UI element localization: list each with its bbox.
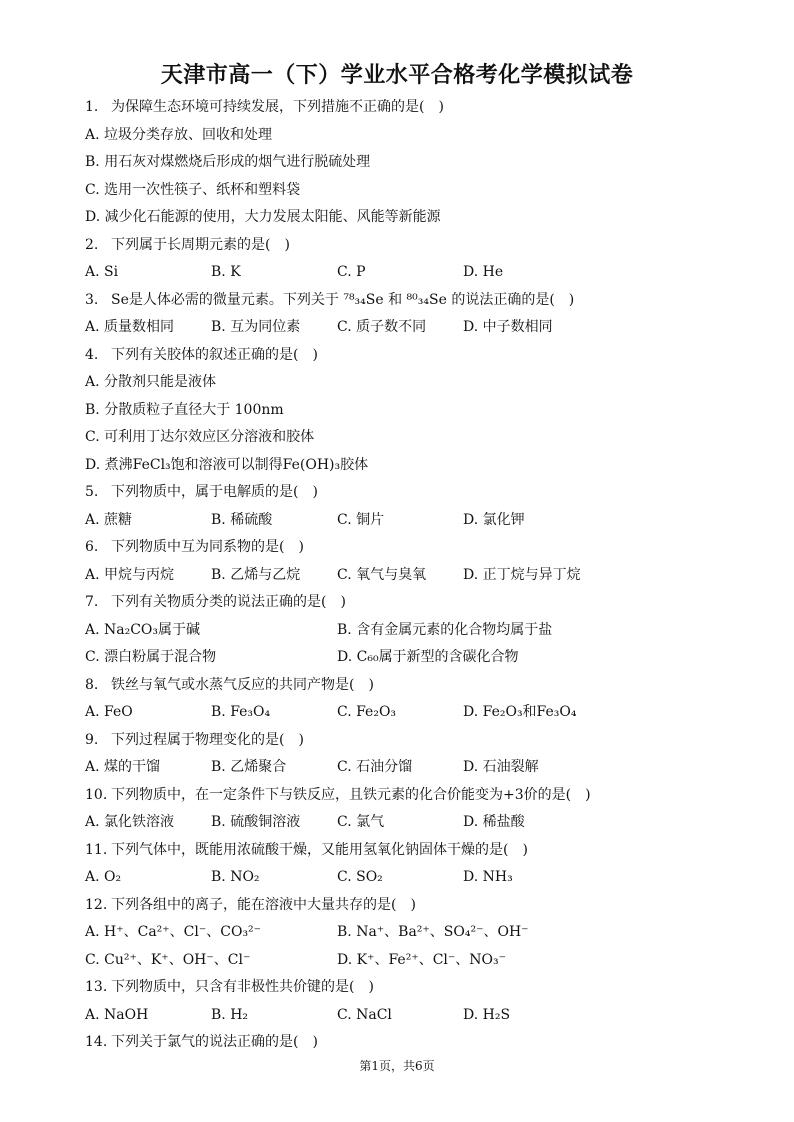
answer-option: D. 减少化石能源的使用，大力发展太阳能、风能等新能源: [85, 209, 441, 225]
option-line: [85, 180, 745, 208]
answer-option: A. FeO: [85, 704, 133, 720]
answer-option: C. 氯气: [337, 814, 385, 830]
answer-option: B. 分散质粒子直径大于 100nm: [85, 401, 284, 418]
answer-option: A. H⁺、Ca²⁺、Cl⁻、CO₃²⁻: [85, 924, 262, 940]
page-footer: 第1页，共6页: [359, 1059, 435, 1073]
answer-option: A. Na₂CO₃属于碱: [85, 621, 201, 638]
option-line: [85, 372, 745, 400]
question-text: 铁丝与氧气或水蒸气反应的共同产物是( ): [111, 676, 374, 693]
answer-option: C. Fe₂O₃: [337, 704, 397, 720]
answer-option: D. NH₃: [463, 869, 513, 885]
answer-option: A. 煤的干馏: [85, 759, 161, 775]
option-line: [85, 427, 745, 455]
question-stem: [85, 482, 745, 510]
answer-option: A. 蔗糖: [85, 511, 133, 528]
answer-option: D. H₂S: [463, 1006, 511, 1023]
question-stem: [85, 977, 745, 1005]
answer-option: B. H₂: [211, 1006, 249, 1023]
answer-option: D. He: [463, 264, 504, 280]
answer-option: B. 乙烯与乙烷: [211, 566, 301, 583]
answer-option: B. 互为同位素: [211, 319, 301, 335]
answer-option: C. P: [337, 264, 366, 280]
question-number: 9.: [85, 731, 99, 748]
option-line: [85, 125, 745, 153]
answer-option: D. Fe₂O₃和Fe₃O₄: [463, 704, 577, 720]
question-number: 8.: [85, 676, 99, 693]
answer-option: B. 稀硫酸: [211, 511, 273, 528]
answer-option: C. 可利用丁达尔效应区分溶液和胶体: [85, 429, 315, 445]
answer-option: C. Cu²⁺、K⁺、OH⁻、Cl⁻: [85, 951, 251, 968]
answer-option: B. NO₂: [211, 869, 260, 885]
question-stem: [85, 97, 745, 125]
question-number: 13.: [85, 979, 108, 995]
option-line: [85, 1005, 745, 1033]
question-number: 1.: [85, 99, 99, 115]
answer-option: D. 中子数相同: [463, 319, 553, 335]
option-line: [85, 565, 745, 593]
answer-option: C. NaCl: [337, 1006, 392, 1023]
question-text: 下列有关胶体的叙述正确的是( ): [111, 346, 318, 363]
question-number: 11.: [85, 841, 108, 858]
answer-option: A. 甲烷与丙烷: [85, 566, 175, 583]
answer-option: A. Si: [85, 264, 119, 280]
question-stem: [85, 840, 745, 868]
question-text: 下列各组中的离子，能在溶液中大量共存的是( ): [111, 896, 416, 913]
question-number: 5.: [85, 484, 99, 500]
option-line: [85, 317, 745, 345]
answer-option: D. 石油裂解: [463, 759, 539, 775]
option-line: [85, 867, 745, 895]
answer-option: B. K: [211, 264, 241, 280]
answer-option: C. 铜片: [337, 511, 385, 528]
option-line: [85, 400, 745, 428]
question-number: 3.: [85, 291, 99, 308]
exam-title: 天津市高一（下）学业水平合格考化学模拟试卷: [160, 62, 634, 88]
question-stem: [85, 592, 745, 620]
answer-option: B. 乙烯聚合: [211, 759, 287, 775]
question-text: 下列物质中互为同系物的是( ): [111, 539, 304, 555]
question-text: 下列过程属于物理变化的是( ): [111, 731, 304, 748]
answer-option: C. 氧气与臭氧: [337, 566, 427, 583]
question-stem: [85, 675, 745, 703]
answer-option: A. 氯化铁溶液: [85, 814, 175, 830]
answer-option: D. 稀盐酸: [463, 814, 525, 830]
answer-option: C. 质子数不同: [337, 319, 427, 335]
question-stem: [85, 345, 745, 373]
question-text: 下列物质中，在一定条件下与铁反应，且铁元素的化合价能变为+3价的是( ): [111, 786, 591, 803]
answer-option: D. K⁺、Fe²⁺、Cl⁻、NO₃⁻: [337, 951, 507, 968]
question-stem: [85, 730, 745, 758]
option-line: [85, 702, 745, 730]
question-text: 下列有关物质分类的说法正确的是( ): [111, 594, 346, 610]
option-line: [85, 812, 745, 840]
option-line: [85, 950, 745, 978]
answer-option: A. 垃圾分类存放、回收和处理: [85, 126, 273, 143]
question-text: 下列物质中，只含有非极性共价键的是( ): [111, 979, 374, 995]
answer-option: B. 硫酸铜溶液: [211, 814, 301, 830]
question-number: 14.: [85, 1034, 108, 1050]
answer-option: A. NaOH: [85, 1006, 149, 1023]
question-stem: [85, 785, 745, 813]
answer-option: D. 氯化钾: [463, 511, 525, 528]
question-text: 下列物质中，属于电解质的是( ): [111, 484, 318, 500]
question-stem: [85, 537, 745, 565]
answer-option: B. Na⁺、Ba²⁺、SO₄²⁻、OH⁻: [337, 924, 529, 940]
answer-option: C. 漂白粉属于混合物: [85, 649, 217, 665]
question-stem: [85, 895, 745, 923]
option-line: [85, 620, 745, 648]
question-text: 为保障生态环境可持续发展，下列措施不正确的是( ): [111, 99, 444, 115]
question-text: 下列关于氯气的说法正确的是( ): [111, 1034, 318, 1050]
option-line: [85, 262, 745, 290]
answer-option: B. 含有金属元素的化合物均属于盐: [337, 621, 553, 638]
question-number: 4.: [85, 346, 99, 363]
option-line: [85, 510, 745, 538]
answer-option: D. C₆₀属于新型的含碳化合物: [337, 649, 519, 665]
question-list: [85, 97, 745, 1060]
question-number: 7.: [85, 594, 99, 610]
answer-option: A. 质量数相同: [85, 319, 175, 335]
option-line: [85, 455, 745, 483]
question-number: 6.: [85, 539, 99, 555]
question-stem: [85, 290, 745, 318]
answer-option: D. 正丁烷与异丁烷: [463, 566, 581, 583]
option-line: [85, 922, 745, 950]
answer-option: A. 分散剂只能是液体: [85, 374, 217, 390]
question-text: Se是人体必需的微量元素。下列关于 ⁷⁸₃₄Se 和 ⁸⁰₃₄Se 的说法正确的是( ): [111, 291, 575, 308]
question-number: 2.: [85, 236, 99, 253]
option-line: [85, 647, 745, 675]
question-stem: [85, 235, 745, 263]
question-text: 下列属于长周期元素的是( ): [111, 236, 290, 253]
option-line: [85, 152, 745, 180]
answer-option: C. 石油分馏: [337, 759, 413, 775]
answer-option: C. 选用一次性筷子、纸杯和塑料袋: [85, 181, 301, 198]
answer-option: B. Fe₃O₄: [211, 704, 271, 720]
question-stem: [85, 1032, 745, 1060]
option-line: [85, 757, 745, 785]
question-number: 12.: [85, 896, 108, 913]
question-text: 下列气体中，既能用浓硫酸干燥，又能用氢氧化钠固体干燥的是( ): [111, 841, 528, 858]
question-number: 10.: [85, 786, 108, 803]
answer-option: B. 用石灰对煤燃烧后形成的烟气进行脱硫处理: [85, 154, 371, 170]
answer-option: D. 煮沸FeCl₃饱和溶液可以制得Fe(OH)₃胶体: [85, 456, 369, 473]
answer-option: C. SO₂: [337, 869, 383, 885]
answer-option: A. O₂: [85, 869, 122, 885]
option-line: [85, 207, 745, 235]
